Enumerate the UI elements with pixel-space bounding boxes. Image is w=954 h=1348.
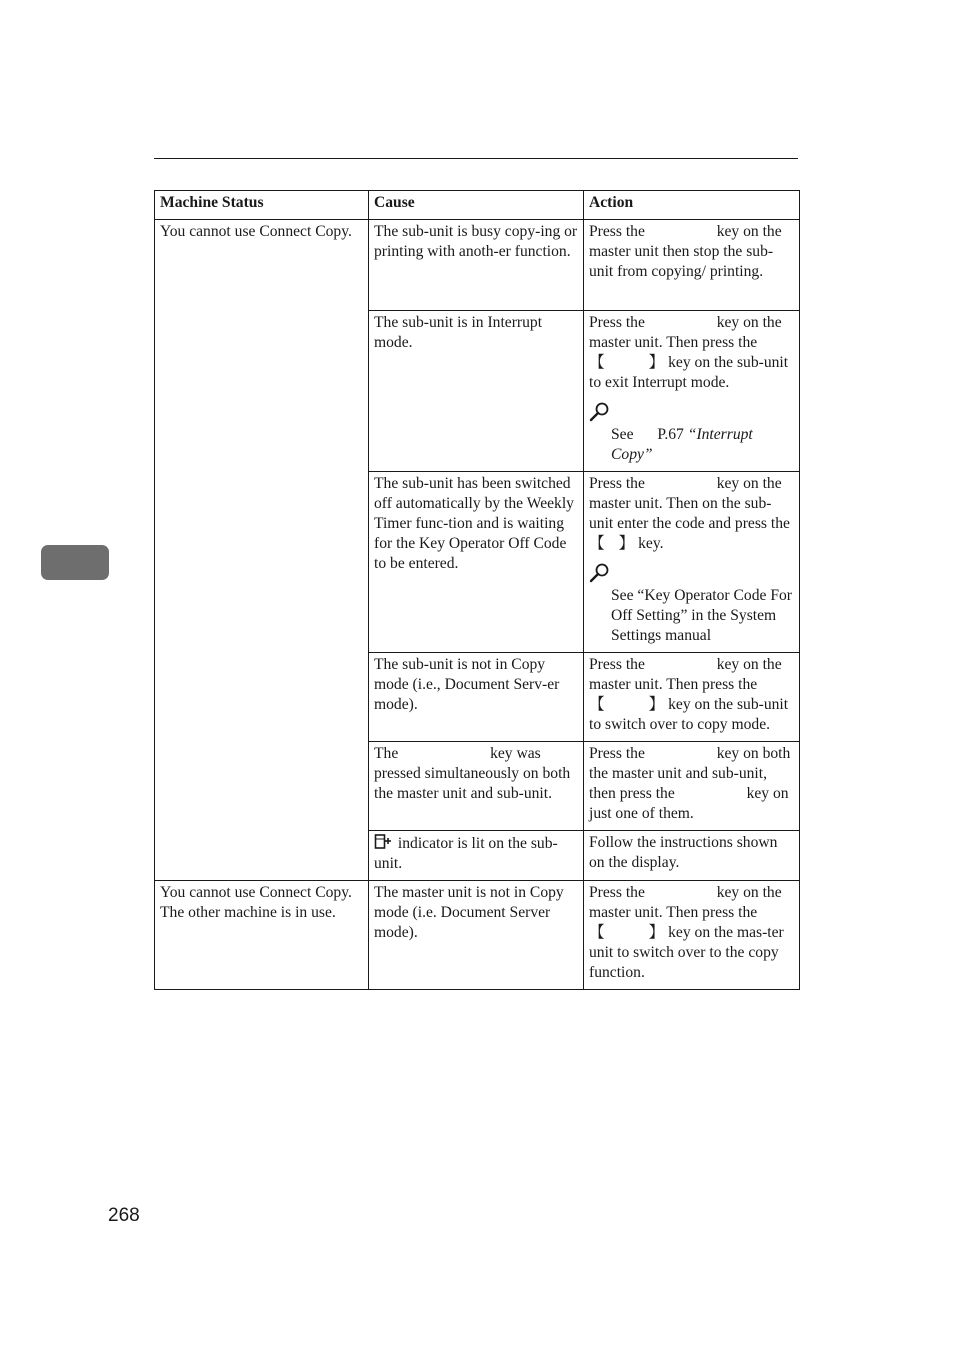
key-bracket-close: 】 <box>618 535 635 552</box>
header-machine-status: Machine Status <box>155 191 369 220</box>
cause-cell: The sub-unit is in Interrupt mode. <box>369 311 584 472</box>
cause-cell: The sub-unit is not in Copy mode (i.e., Document Serv-er mode). <box>369 653 584 742</box>
action-text: key. <box>638 535 664 552</box>
action-cell <box>584 311 800 472</box>
header-cause: Cause <box>369 191 584 220</box>
action-text: key on the sub-unit to exit Interrupt mode. <box>589 354 789 391</box>
reference-text <box>611 425 794 465</box>
action-text: Press the <box>589 884 645 901</box>
action-cell <box>584 881 800 990</box>
key-bracket-open: 【 <box>589 924 605 941</box>
cause-cell <box>369 831 584 881</box>
header-action: Action <box>584 191 800 220</box>
action-text: key on the master unit. Then press the <box>589 314 782 351</box>
action-text: Press the <box>589 223 645 240</box>
key-bracket-close: 】 <box>648 354 665 371</box>
action-text: key on the mas-ter unit to switch over to the copy function. <box>589 924 784 981</box>
action-text: key on the master unit. Then press the <box>589 884 782 921</box>
cause-cell: The master unit is not in Copy mode (i.e. Document Server mode). <box>369 881 584 990</box>
action-cell <box>584 472 800 653</box>
reference-note <box>589 562 794 646</box>
action-text: key on the sub-unit to switch over to copy mode. <box>589 696 789 733</box>
magnifier-reference-icon <box>589 562 611 584</box>
action-text: Press the <box>589 475 645 492</box>
key-bracket-open: 【 <box>589 535 605 552</box>
status-cell: You cannot use Connect Copy. The other machine is in use. <box>155 881 369 990</box>
action-text: key on the master unit then stop the sub-unit from copying/ printing. <box>589 223 782 280</box>
chapter-tab <box>41 545 109 580</box>
action-cell <box>584 653 800 742</box>
table-row <box>155 881 800 990</box>
key-bracket-close: 】 <box>648 924 665 941</box>
action-text: key on the master unit. Then press the <box>589 656 782 693</box>
action-cell <box>584 220 800 311</box>
add-paper-indicator-icon <box>374 833 394 851</box>
page-number: 268 <box>108 1205 140 1226</box>
cause-text: The <box>374 745 399 762</box>
action-cell: Follow the instructions shown on the display. <box>584 831 800 881</box>
reference-see: See <box>611 426 634 443</box>
action-text: key on the master unit. Then on the sub-unit enter the code and press the <box>589 475 790 532</box>
table-row <box>155 220 800 311</box>
status-cell: You cannot use Connect Copy. <box>155 220 369 881</box>
reference-title: “Interrupt Copy” <box>611 426 753 463</box>
reference-text: See “Key Operator Code For Off Setting” in the System Settings manual <box>611 587 793 644</box>
cause-cell <box>369 742 584 831</box>
header-rule <box>154 158 798 159</box>
table-header-row <box>155 191 800 220</box>
troubleshooting-table <box>154 190 800 990</box>
action-text: Press the <box>589 745 645 762</box>
key-bracket-open: 【 <box>589 354 605 371</box>
cause-text: key was pressed simultaneously on both the master unit and sub-unit. <box>374 745 571 802</box>
action-text: key on both the master unit and sub-unit, then press the <box>589 745 791 802</box>
key-bracket-open: 【 <box>589 696 605 713</box>
action-text: Press the <box>589 314 645 331</box>
action-text: key on just one of them. <box>589 785 789 822</box>
cause-cell: The sub-unit has been switched off automatically by the Weekly Timer func-tion and is waiting for the Key Operator Off Code to be entered. <box>369 472 584 653</box>
key-bracket-close: 】 <box>648 696 665 713</box>
cause-text: indicator is lit on the sub-unit. <box>374 835 558 872</box>
action-cell <box>584 742 800 831</box>
magnifier-reference-icon <box>589 401 611 423</box>
reference-page: P.67 <box>657 426 684 443</box>
cause-cell: The sub-unit is busy copy-ing or printing with anoth-er function. <box>369 220 584 311</box>
reference-note <box>589 401 794 465</box>
action-text: Press the <box>589 656 645 673</box>
